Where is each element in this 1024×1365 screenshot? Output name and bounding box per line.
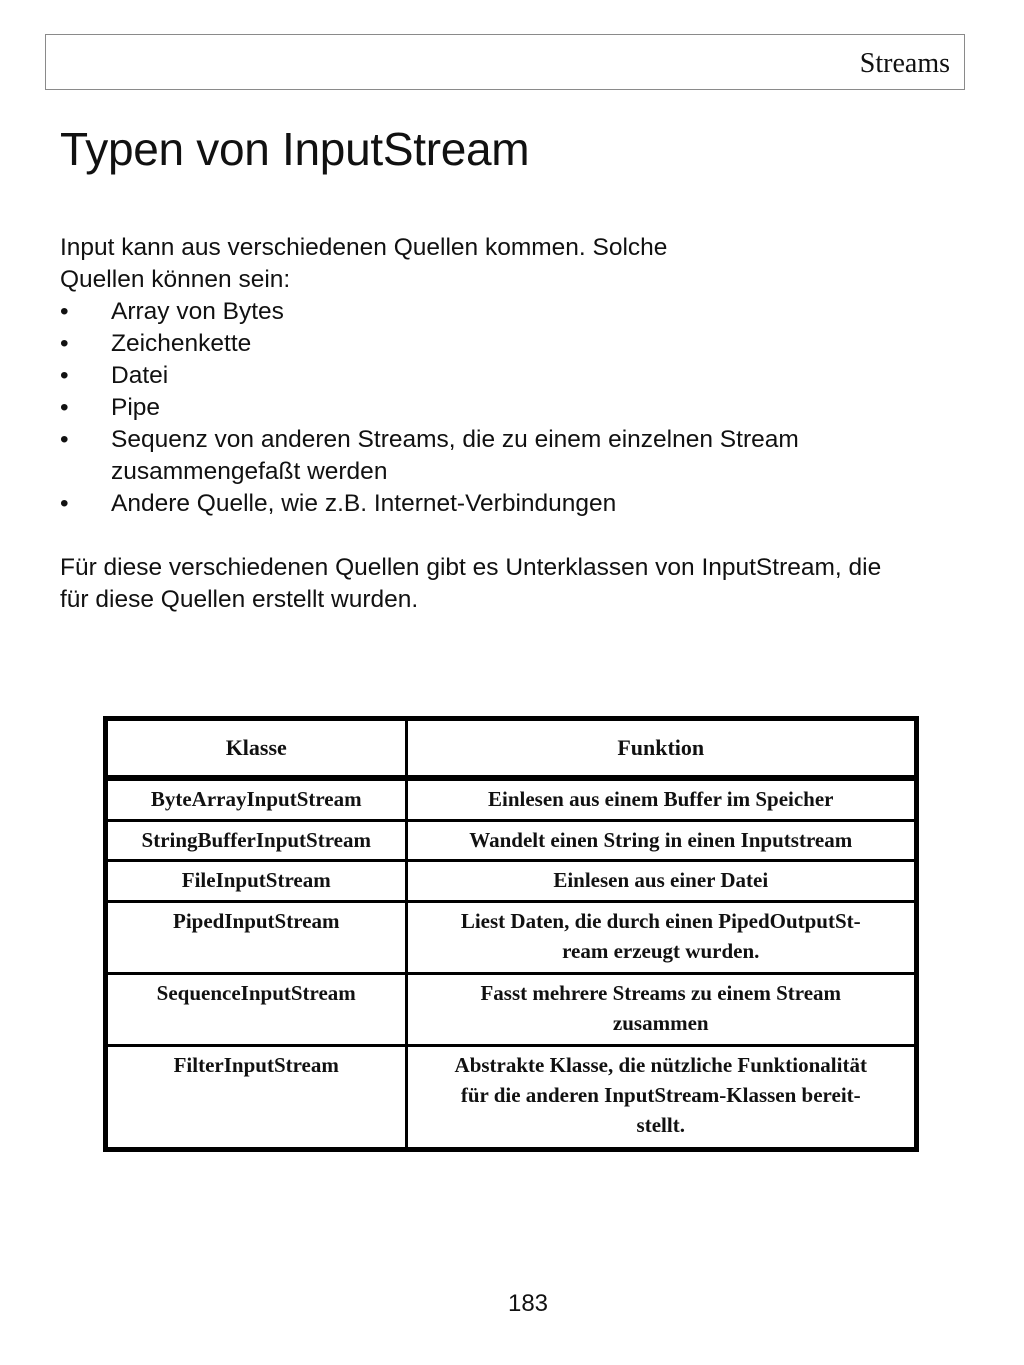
table-row [108, 901, 914, 973]
class-cell: FilterInputStream [108, 1045, 406, 1147]
table-row [108, 778, 914, 820]
bullet-icon: • [60, 426, 69, 453]
bullet-icon: • [60, 362, 69, 389]
function-cell [406, 1045, 914, 1147]
function-cell [406, 820, 914, 861]
outro-paragraph [60, 552, 960, 616]
column-header-klasse: Klasse [108, 721, 406, 778]
function-line: Wandelt einen String in einen Inputstream [469, 827, 853, 852]
table-row [108, 973, 914, 1045]
table-row [108, 861, 914, 902]
section-label: Streams [859, 48, 950, 79]
list-item [60, 392, 960, 424]
list-item [60, 328, 960, 360]
function-line: Fasst mehrere Streams zu einem Stream [480, 980, 842, 1005]
list-item-text: zusammengefaßt werden [111, 458, 388, 485]
page-title: Typen von InputStream [60, 123, 530, 175]
function-cell [406, 973, 914, 1045]
outro-line: für diese Quellen erstellt wurden. [60, 586, 419, 613]
class-cell: FileInputStream [108, 861, 406, 902]
class-table [108, 721, 914, 1147]
function-line: ream erzeugt wurden. [562, 938, 760, 963]
table-row [108, 1045, 914, 1147]
source-list [60, 296, 960, 520]
function-line: zusammen [612, 1010, 709, 1035]
function-line: Abstrakte Klasse, die nützliche Funktionalität [454, 1052, 867, 1077]
function-line: Einlesen aus einer Datei [553, 868, 769, 893]
outro-line: Für diese verschiedenen Quellen gibt es Unterklassen von InputStream, die [60, 554, 882, 581]
body-text [60, 232, 960, 616]
list-item [60, 488, 960, 520]
class-cell: ByteArrayInputStream [108, 778, 406, 820]
bullet-icon: • [60, 330, 69, 357]
list-item-text: Andere Quelle, wie z.B. Internet-Verbindungen [111, 490, 617, 517]
bullet-icon: • [60, 298, 69, 325]
list-item-text: Datei [111, 362, 169, 389]
header-box [45, 34, 965, 90]
table-row [108, 820, 914, 861]
list-item-text: Zeichenkette [111, 330, 252, 357]
page-number: 183 [507, 1290, 549, 1317]
class-cell: PipedInputStream [108, 901, 406, 973]
class-cell: StringBufferInputStream [108, 820, 406, 861]
column-header-funktion: Funktion [406, 721, 914, 778]
list-item [60, 424, 960, 488]
table-header-row [108, 721, 914, 778]
function-line: Einlesen aus einem Buffer im Speicher [487, 787, 834, 811]
function-cell [406, 861, 914, 902]
intro-line: Quellen können sein: [60, 266, 291, 293]
function-cell [406, 901, 914, 973]
function-line: stellt. [636, 1112, 685, 1137]
class-table-frame [103, 716, 919, 1152]
list-item [60, 296, 960, 328]
function-cell [406, 778, 914, 820]
function-line: für die anderen InputStream-Klassen bereit- [460, 1082, 861, 1107]
list-item-text: Array von Bytes [111, 298, 284, 325]
list-item-text: Pipe [111, 394, 161, 421]
bullet-icon: • [60, 490, 69, 517]
intro-line: Input kann aus verschiedenen Quellen kommen. Solche [60, 234, 668, 261]
class-cell: SequenceInputStream [108, 973, 406, 1045]
list-item-text: Sequenz von anderen Streams, die zu einem einzelnen Stream [111, 426, 799, 453]
bullet-icon: • [60, 394, 69, 421]
list-item [60, 360, 960, 392]
function-line: Liest Daten, die durch einen PipedOutputSt- [460, 908, 861, 933]
intro-paragraph [60, 232, 960, 296]
